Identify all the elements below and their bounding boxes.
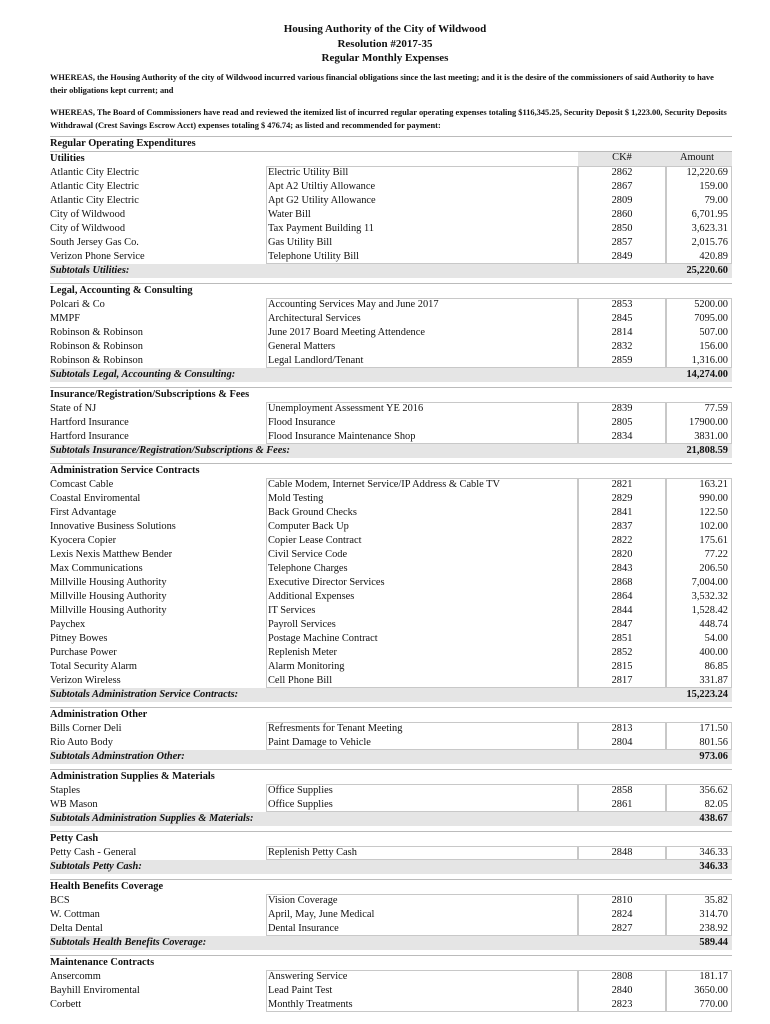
subtotal-amount: 14,274.00: [686, 369, 728, 380]
subtotal-label: Subtotals Insurance/Registration/Subscriptions & Fees:: [50, 445, 290, 456]
expense-amount: 156.00: [699, 341, 728, 352]
expense-description: Telephone Utility Bill: [268, 251, 360, 262]
expense-row: [50, 618, 732, 632]
document-subtitle: Regular Monthly Expenses: [321, 52, 449, 64]
subtotal-amount: 25,220.60: [686, 265, 728, 276]
vendor-name: Delta Dental: [50, 923, 103, 934]
expense-row: [50, 846, 732, 860]
section-subtotal-row: [50, 812, 732, 826]
expense-row: [50, 722, 732, 736]
expense-amount: 7,004.00: [691, 577, 728, 588]
section-rows: [50, 298, 732, 368]
check-number: 2861: [611, 799, 633, 810]
expense-row: [50, 548, 732, 562]
expense-amount: 3831.00: [694, 431, 728, 442]
expense-amount: 356.62: [699, 785, 728, 796]
section-title: Administration Service Contracts: [50, 465, 200, 476]
section-subtotal-row: [50, 860, 732, 874]
expense-amount: 54.00: [704, 633, 728, 644]
section-header-row: [50, 769, 732, 784]
expense-row: [50, 646, 732, 660]
subtotal-label: Subtotals Petty Cash:: [50, 861, 142, 872]
expense-row: [50, 506, 732, 520]
vendor-name: Bayhill Enviromental: [50, 985, 140, 996]
vendor-name: Paychex: [50, 619, 86, 630]
check-number: 2814: [611, 327, 633, 338]
expense-row: [50, 298, 732, 312]
expense-amount: 1,316.00: [691, 355, 728, 366]
whereas-paragraph-2: WHEREAS, The Board of Commissioners have read and reviewed the itemized list of incurred regular operating expenses totaling $116,345.25, Security Deposit $ 1,223.00, Security Deposits Withdrawal (Crest Savings Escrow Acct) expenses totaling $ 476.74; as listed and recommended for payment:: [50, 108, 727, 130]
whereas-paragraph-1: WHEREAS, the Housing Authority of the city of Wildwood incurred various financial obligations since the last meeting; and it is the desire of the commissioners of said Authority to have their obligations kept current; and: [50, 73, 714, 95]
vendor-name: Robinson & Robinson: [50, 341, 143, 352]
expense-description: Accounting Services May and June 2017: [268, 299, 439, 310]
expense-description: Additional Expenses: [268, 591, 355, 602]
expense-description: General Matters: [268, 341, 336, 352]
check-number: 2859: [611, 355, 633, 366]
expense-section: [50, 151, 732, 283]
expense-description: Dental Insurance: [268, 923, 339, 934]
expense-row: [50, 312, 732, 326]
expense-section: [50, 769, 732, 831]
expense-section: [50, 463, 732, 707]
section-rows: [50, 894, 732, 936]
vendor-name: Lexis Nexis Matthew Bender: [50, 549, 173, 560]
expense-row: [50, 326, 732, 340]
expense-description: Unemployment Assessment YE 2016: [268, 403, 424, 414]
expense-row: [50, 576, 732, 590]
check-number: 2839: [611, 403, 633, 414]
section-spacer: [50, 1012, 732, 1017]
vendor-name: Hartford Insurance: [50, 417, 129, 428]
section-rows: [50, 478, 732, 688]
expense-description: Lead Paint Test: [268, 985, 333, 996]
subtotal-label: Subtotals Adminstration Other:: [50, 751, 185, 762]
check-number: 2841: [611, 507, 633, 518]
expense-section: [50, 387, 732, 463]
expense-description: Mold Testing: [268, 493, 324, 504]
expense-description: Monthly Treatments: [268, 999, 353, 1010]
expense-amount: 238.92: [699, 923, 728, 934]
check-number: 2849: [611, 251, 633, 262]
expense-row: [50, 784, 732, 798]
expense-description: Cell Phone Bill: [268, 675, 333, 686]
check-number: 2862: [611, 167, 633, 178]
expense-row: [50, 222, 732, 236]
expense-row: [50, 340, 732, 354]
expense-row: [50, 604, 732, 618]
vendor-name: Hartford Insurance: [50, 431, 129, 442]
section-subtotal-row: [50, 368, 732, 382]
section-title: Insurance/Registration/Subscriptions & Fees: [50, 389, 250, 400]
check-number: 2864: [611, 591, 633, 602]
section-title: Petty Cash: [50, 833, 99, 844]
expense-description: Executive Director Services: [268, 577, 385, 588]
expense-amount: 346.33: [699, 847, 728, 858]
section-rows: [50, 784, 732, 812]
expense-row: [50, 430, 732, 444]
expense-description: Flood Insurance: [268, 417, 336, 428]
expense-description: Tax Payment Building 11: [268, 223, 374, 234]
section-header-row: [50, 387, 732, 402]
expense-row: [50, 166, 732, 180]
expense-description: Office Supplies: [268, 799, 333, 810]
expense-amount: 175.61: [699, 535, 728, 546]
expense-amount: 171.50: [699, 723, 728, 734]
expense-description: Replenish Petty Cash: [268, 847, 357, 858]
expense-row: [50, 970, 732, 984]
check-number: 2823: [611, 999, 633, 1010]
vendor-name: Ansercomm: [50, 971, 101, 982]
section-header-row: [50, 707, 732, 722]
expense-amount: 3,623.31: [691, 223, 728, 234]
section-header-row: [50, 283, 732, 298]
expense-amount: 17900.00: [689, 417, 728, 428]
expense-description: Office Supplies: [268, 785, 333, 796]
check-number: 2845: [611, 313, 633, 324]
expense-description: Answering Service: [268, 971, 348, 982]
expense-description: Legal Landlord/Tenant: [268, 355, 364, 366]
expense-amount: 86.85: [704, 661, 728, 672]
check-number: 2848: [611, 847, 633, 858]
vendor-name: Atlantic City Electric: [50, 195, 139, 206]
expense-amount: 77.22: [704, 549, 728, 560]
expense-row: [50, 520, 732, 534]
section-header-row: [50, 955, 732, 970]
expense-row: [50, 736, 732, 750]
vendor-name: Atlantic City Electric: [50, 167, 139, 178]
vendor-name: Max Communications: [50, 563, 143, 574]
vendor-name: Coastal Enviromental: [50, 493, 141, 504]
vendor-name: Total Security Alarm: [50, 661, 137, 672]
vendor-name: State of NJ: [50, 403, 97, 414]
section-title: Administration Supplies & Materials: [50, 771, 215, 782]
expense-description: Alarm Monitoring: [268, 661, 345, 672]
expense-description: Paint Damage to Vehicle: [268, 737, 371, 748]
expense-description: Telephone Charges: [268, 563, 348, 574]
check-number: 2867: [611, 181, 633, 192]
expense-amount: 3650.00: [694, 985, 728, 996]
section-subtotal-row: [50, 936, 732, 950]
expense-row: [50, 194, 732, 208]
section-rows: [50, 402, 732, 444]
section-title: Maintenance Contracts: [50, 957, 155, 968]
vendor-name: Atlantic City Electric: [50, 181, 139, 192]
check-number: 2805: [611, 417, 633, 428]
expense-row: [50, 478, 732, 492]
check-number: 2813: [611, 723, 633, 734]
expense-amount: 331.87: [699, 675, 728, 686]
expense-amount: 1,528.42: [691, 605, 728, 616]
check-number: 2851: [611, 633, 633, 644]
vendor-name: Millville Housing Authority: [50, 605, 167, 616]
subtotal-label: Subtotals Health Benefits Coverage:: [50, 937, 207, 948]
expense-description: Architectural Services: [268, 313, 361, 324]
vendor-name: Millville Housing Authority: [50, 577, 167, 588]
subtotal-amount: 589.44: [699, 937, 728, 948]
expense-row: [50, 354, 732, 368]
expense-description: Electric Utility Bill: [268, 167, 349, 178]
section-header-row: [50, 831, 732, 846]
expense-row: [50, 534, 732, 548]
expense-amount: 35.82: [704, 895, 728, 906]
check-number: 2821: [611, 479, 633, 490]
check-number: 2820: [611, 549, 633, 560]
vendor-name: South Jersey Gas Co.: [50, 237, 139, 248]
expense-row: [50, 660, 732, 674]
vendor-name: Bills Corner Deli: [50, 723, 122, 734]
expense-amount: 122.50: [699, 507, 728, 518]
section-rows: [50, 970, 732, 1012]
vendor-name: Comcast Cable: [50, 479, 114, 490]
expense-description: Back Ground Checks: [268, 507, 357, 518]
check-number: 2850: [611, 223, 633, 234]
expense-row: [50, 180, 732, 194]
expense-section: [50, 707, 732, 769]
expense-row: [50, 998, 732, 1012]
expense-amount: 6,701.95: [691, 209, 728, 220]
expense-description: Apt A2 Utiltiy Allowance: [268, 181, 376, 192]
expense-section: [50, 831, 732, 879]
expense-description: Cable Modem, Internet Service/IP Address & Cable TV: [268, 479, 501, 490]
subtotal-label: Subtotals Administration Service Contracts:: [50, 689, 239, 700]
expense-amount: 990.00: [699, 493, 728, 504]
expense-amount: 159.00: [699, 181, 728, 192]
vendor-name: Robinson & Robinson: [50, 355, 143, 366]
expense-amount: 420.89: [699, 251, 728, 262]
subtotal-amount: 15,223.24: [686, 689, 728, 700]
check-number: 2858: [611, 785, 633, 796]
section-rows: [50, 722, 732, 750]
check-number: 2853: [611, 299, 633, 310]
section-subtotal-row: [50, 750, 732, 764]
check-number: 2827: [611, 923, 633, 934]
check-number: 2857: [611, 237, 633, 248]
vendor-name: Verizon Phone Service: [50, 251, 145, 262]
expense-amount: 5200.00: [694, 299, 728, 310]
main-heading: Regular Operating Expenditures: [50, 136, 732, 151]
vendor-name: Kyocera Copier: [50, 535, 117, 546]
expense-amount: 7095.00: [694, 313, 728, 324]
vendor-name: City of Wildwood: [50, 209, 126, 220]
expense-amount: 206.50: [699, 563, 728, 574]
subtotal-amount: 21,808.59: [686, 445, 728, 456]
expense-description: Refresments for Tenant Meeting: [268, 723, 403, 734]
section-title: Utilities: [50, 153, 85, 164]
expense-row: [50, 908, 732, 922]
expense-row: [50, 798, 732, 812]
vendor-name: Robinson & Robinson: [50, 327, 143, 338]
expense-row: [50, 250, 732, 264]
check-number: 2844: [611, 605, 633, 616]
section-subtotal-row: [50, 444, 732, 458]
check-number: 2843: [611, 563, 633, 574]
section-rows: [50, 166, 732, 264]
expense-section: [50, 879, 732, 955]
subtotal-amount: 438.67: [699, 813, 728, 824]
expense-description: Computer Back Up: [268, 521, 349, 532]
vendor-name: BCS: [50, 895, 70, 906]
expense-amount: 3,532.32: [691, 591, 728, 602]
vendor-name: Verizon Wireless: [50, 675, 121, 686]
expense-amount: 163.21: [699, 479, 728, 490]
expense-row: [50, 590, 732, 604]
expense-row: [50, 922, 732, 936]
expense-description: Copier Lease Contract: [268, 535, 362, 546]
check-number: 2834: [611, 431, 633, 442]
check-number: 2817: [611, 675, 633, 686]
vendor-name: MMPF: [50, 313, 81, 324]
check-number: 2868: [611, 577, 633, 588]
expense-description: IT Services: [268, 605, 316, 616]
section-title: Administration Other: [50, 709, 148, 720]
vendor-name: City of Wildwood: [50, 223, 126, 234]
section-title: Health Benefits Coverage: [50, 881, 164, 892]
expense-amount: 770.00: [699, 999, 728, 1010]
expense-section: [50, 955, 732, 1017]
expense-description: Civil Service Code: [268, 549, 348, 560]
section-title: Legal, Accounting & Consulting: [50, 285, 193, 296]
vendor-name: First Advantage: [50, 507, 117, 518]
expense-row: [50, 894, 732, 908]
expense-description: June 2017 Board Meeting Attendence: [268, 327, 425, 338]
expense-amount: 102.00: [699, 521, 728, 532]
vendor-name: Petty Cash - General: [50, 847, 137, 858]
expense-row: [50, 492, 732, 506]
expense-row: [50, 416, 732, 430]
expense-amount: 507.00: [699, 327, 728, 338]
expense-row: [50, 632, 732, 646]
vendor-name: Purchase Power: [50, 647, 117, 658]
check-number: 2832: [611, 341, 633, 352]
check-number: 2804: [611, 737, 633, 748]
expense-row: [50, 674, 732, 688]
expense-description: Water Bill: [268, 209, 311, 220]
expense-amount: 448.74: [699, 619, 728, 630]
amount-column-header: Amount: [679, 152, 715, 163]
section-header-row: [50, 463, 732, 478]
ck-column-header: CK#: [612, 152, 632, 163]
document-title: [0, 22, 770, 66]
section-header-row: [50, 151, 732, 166]
check-number: 2808: [611, 971, 633, 982]
subtotal-label: Subtotals Administration Supplies & Materials:: [50, 813, 254, 824]
expense-description: Postage Machine Contract: [268, 633, 378, 644]
vendor-name: Corbett: [50, 999, 82, 1010]
expense-description: Payroll Services: [268, 619, 336, 630]
check-number: 2837: [611, 521, 633, 532]
resolution-number: Resolution #2017-35: [337, 37, 433, 50]
vendor-name: Pitney Bowes: [50, 633, 108, 644]
expense-amount: 2,015.76: [691, 237, 728, 248]
vendor-name: Rio Auto Body: [50, 737, 113, 748]
expense-row: [50, 402, 732, 416]
check-number: 2809: [611, 195, 633, 206]
expense-amount: 400.00: [699, 647, 728, 658]
check-number: 2840: [611, 985, 633, 996]
expense-description: Apt G2 Utility Allowance: [268, 195, 376, 206]
expense-description: Vision Coverage: [268, 895, 338, 906]
expense-amount: 79.00: [704, 195, 728, 206]
check-number: 2824: [611, 909, 633, 920]
check-number: 2852: [611, 647, 633, 658]
expense-row: [50, 236, 732, 250]
expense-row: [50, 208, 732, 222]
check-number: 2822: [611, 535, 633, 546]
expense-amount: 82.05: [704, 799, 728, 810]
expense-row: [50, 562, 732, 576]
check-number: 2815: [611, 661, 633, 672]
expense-amount: 12,220.69: [686, 167, 728, 178]
vendor-name: W. Cottman: [50, 909, 100, 920]
check-number: 2847: [611, 619, 633, 630]
expense-description: Flood Insurance Maintenance Shop: [268, 431, 416, 442]
expense-description: Replenish Meter: [268, 647, 337, 658]
subtotal-amount: 346.33: [699, 861, 728, 872]
section-subtotal-row: [50, 264, 732, 278]
expense-row: [50, 984, 732, 998]
expense-amount: 801.56: [699, 737, 728, 748]
vendor-name: WB Mason: [50, 799, 98, 810]
check-number: 2860: [611, 209, 633, 220]
subtotal-label: Subtotals Legal, Accounting & Consulting:: [50, 369, 236, 380]
expense-description: April, May, June Medical: [268, 909, 375, 920]
subtotal-amount: 973.06: [699, 751, 728, 762]
section-header-row: [50, 879, 732, 894]
expense-amount: 77.59: [704, 403, 728, 414]
section-rows: [50, 846, 732, 860]
expense-amount: 314.70: [699, 909, 728, 920]
expense-amount: 181.17: [699, 971, 728, 982]
expense-section: [50, 283, 732, 387]
check-number: 2810: [611, 895, 633, 906]
vendor-name: Millville Housing Authority: [50, 591, 167, 602]
authority-name: Housing Authority of the City of Wildwood: [283, 23, 487, 35]
vendor-name: Innovative Business Solutions: [50, 521, 176, 532]
vendor-name: Polcari & Co: [50, 299, 105, 310]
expenditures-table: [50, 136, 732, 1017]
check-number: 2829: [611, 493, 633, 504]
subtotal-label: Subtotals Utilities:: [50, 265, 130, 276]
expense-description: Gas Utility Bill: [268, 237, 333, 248]
section-subtotal-row: [50, 688, 732, 702]
vendor-name: Staples: [50, 785, 81, 796]
